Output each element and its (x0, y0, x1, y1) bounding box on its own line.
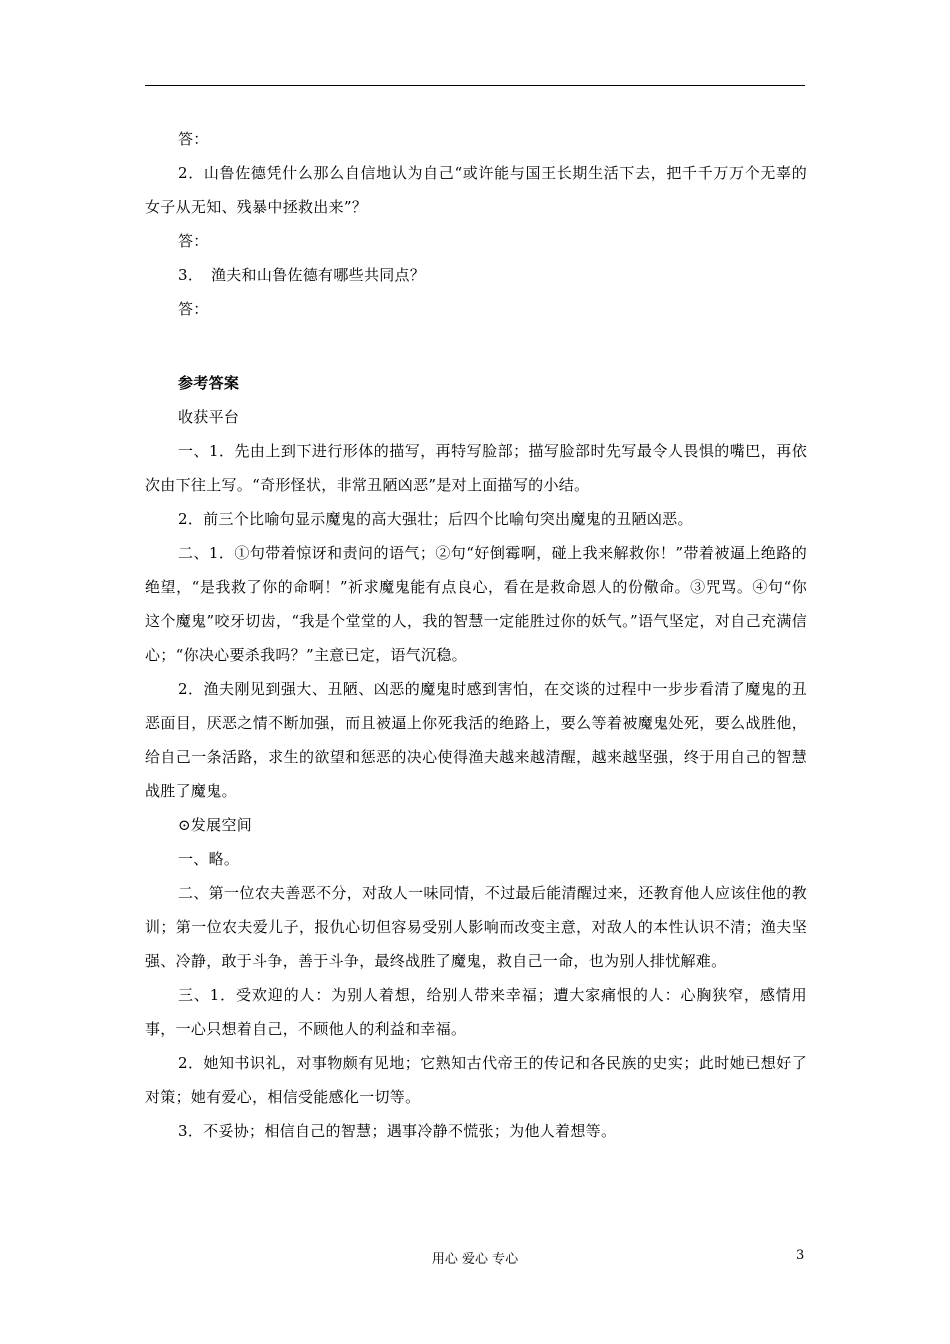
answer-paragraph-6: 二、第一位农夫善恶不分，对敌人一味同情，不过最后能清醒过来，还教育他人应该住他的教训；第一位农夫爱儿子，报仇心切但容易受别人影响而改变主意，对敌人的本性认识不清；渔夫坚强、冷静，敢于斗争，善于斗争，最终战胜了魔鬼，救自己一命，也为别人排忧解难。 (145, 884, 807, 970)
answer-paragraph-7: 三、1．受欢迎的人：为别人着想，给别人带来幸福；遭大家痛恨的人：心胸狭窄，感情用事，一心只想着自己，不顾他人的利益和幸福。 (145, 986, 807, 1038)
answer-line-2: 答： (178, 232, 209, 250)
section-development: ⊙发展空间 (178, 816, 253, 834)
question-3: 3． 渔夫和山鲁佐德有哪些共同点？ (178, 266, 426, 284)
section-harvest: 收获平台 (178, 408, 240, 426)
answer-paragraph-4: 2．渔夫刚见到强大、丑陋、凶恶的魔鬼时感到害怕，在交谈的过程中一步步看清了魔鬼的丑恶面目，厌恶之情不断加强，而且被逼上你死我活的绝路上，要么等着被魔鬼处死，要么战胜他，给自己一条活路，求生的欲望和惩恶的决心使得渔夫越来越清醒，越来越坚强，终于用自己的智慧战胜了魔鬼。 (145, 680, 807, 800)
answer-paragraph-2: 2．前三个比喻句显示魔鬼的高大强壮；后四个比喻句突出魔鬼的丑陋凶恶。 (178, 510, 693, 528)
question-2: 2．山鲁佐德凭什么那么自信地认为自己“或许能与国王长期生活下去，把千千万万个无辜的女子从无知、残暴中拯救出来”？ (145, 164, 807, 216)
answer-paragraph-3: 二、1．①句带着惊讶和责问的语气；②句“好倒霉啊，碰上我来解救你！”带着被逼上绝路的绝望，“是我救了你的命啊！”祈求魔鬼能有点良心，看在是救命恩人的份儆命。③咒骂。④句“你这个魔鬼”咬牙切齿，“我是个堂堂的人，我的智慧一定能胜过你的妖气。”语气坚定，对自己充满信心；“你决心要杀我吗？”主意已定，语气沉稳。 (145, 544, 807, 664)
answer-paragraph-9: 3．不妥协；相信自己的智慧；遇事冷静不慌张；为他人着想等。 (178, 1122, 617, 1140)
reference-heading: 参考答案 (178, 374, 240, 392)
page-number: 3 (796, 1248, 805, 1263)
answer-line-1: 答： (178, 130, 209, 148)
answer-paragraph-8: 2．她知书识礼，对事物颇有见地；它熟知古代帝王的传记和各民族的史实；此时她已想好了对策；她有爱心，相信受能感化一切等。 (145, 1054, 807, 1106)
header-rule (145, 85, 805, 86)
answer-line-3: 答： (178, 300, 209, 318)
footer-motto: 用心 爱心 专心 (431, 1252, 519, 1267)
section-gap (145, 326, 807, 366)
answer-paragraph-5: 一、略。 (178, 850, 240, 868)
answer-paragraph-1: 一、1．先由上到下进行形体的描写，再特写脸部；描写脸部时先写最令人畏惧的嘴巴，再依次由下往上写。“奇形怪状，非常丑陋凶恶”是对上面描写的小结。 (145, 442, 807, 494)
document-body (145, 122, 807, 1148)
